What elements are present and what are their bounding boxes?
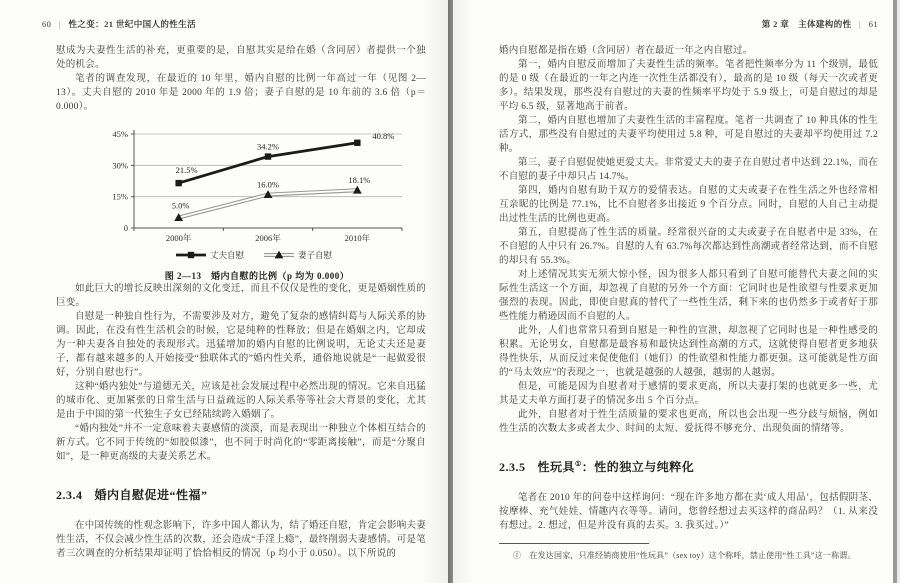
paragraph: 第三，妻子自慰促使她更爱丈夫。非常爱丈夫的妻子在自慰过者中达到 22.1%，而在不自慰的妻子中却只占 14.7%。 — [499, 158, 878, 182]
page-number-right: 61 — [868, 19, 878, 29]
paragraph: 此外，人们也常常只看到自慰是一种性的宣泄，却忽视了它同时也是一种性感受的积累。无论男女，自慰都是最容易和最快达到性高潮的方式，这就使得自慰者更多地获得性快乐，从而反过来促使他们（她们）的性欲望和性能力都更强。这可能就是性方面的“马太效应”的表现之一，也就是越强的人越强，越弱的人越弱。 — [499, 326, 878, 378]
svg-text:0: 0 — [123, 223, 128, 233]
footnote-text: ① 在发达国家，只准经销商使用“性玩具”（sex toy）这个称呼，禁止使用“性工具”这一称谓。 — [513, 551, 856, 560]
footnote-marker: ① — [575, 460, 582, 468]
paragraph: 对上述情况其实无须大惊小怪，因为很多人都只看到了自慰可能替代夫妻之间的实际性生活这一个方面，却忽视了自慰的另外一个方面：它同时也是性欲望与性要求更加强烈的表现。因此，即使自慰真的替代了一些性生活，剩下来的也仍然多于或者好于那些性能力稍逊因而不自慰的人。 — [499, 270, 878, 322]
page-left — [0, 0, 448, 583]
running-header-left — [42, 18, 426, 30]
paragraph: 如此巨大的增长反映出深刻的文化变迁，而且不仅仅是性的变化，更是婚姻性质的巨变。 — [56, 284, 427, 308]
chart-legend — [176, 250, 333, 260]
page-number-left: 60 — [42, 19, 52, 29]
section-title-main: 性玩具 — [537, 460, 576, 474]
svg-text:21.5%: 21.5% — [175, 165, 198, 176]
svg-text:妻子自慰: 妻子自慰 — [298, 250, 333, 260]
chapter-title: 第 2 章 主体建构的性 — [761, 19, 852, 29]
paragraph: 第四，婚内自慰有助于双方的爱情表达。自慰的丈夫或妻子在性生活之外也经常相互亲昵的比例是 77.1%，比不自慰者多出接近 9 个百分点。同时，自慰的人自己主动提出过性生活的比例也更高。 — [499, 186, 878, 224]
figure-caption: 图 2—13 婚内自慰的比例（p 均为 0.000） — [164, 271, 350, 281]
svg-text:2010年: 2010年 — [344, 233, 371, 243]
paragraph: 慰成为夫妻性生活的补充，更重要的是，自慰其实是给在婚（含同居）者提供一个独处的机会。 — [56, 46, 426, 70]
running-header-right — [499, 18, 878, 30]
paragraph: 在中国传统的性观念影响下，许多中国人都认为，结了婚还自慰，肯定会影响夫妻性生活，不仅会减少性生活的次数，还会造成“手淫上瘾”，最终削弱夫妻感情。可是笔者三次调查的分析结果却证明了恰恰相反的情况（p 均小于 0.050）。以下所说的 — [56, 521, 427, 559]
svg-text:2006年: 2006年 — [255, 233, 281, 243]
figure-2-13 — [94, 124, 420, 282]
svg-text:丈夫自慰: 丈夫自慰 — [210, 250, 245, 260]
header-separator: | — [58, 19, 61, 29]
svg-text:16.0%: 16.0% — [257, 179, 279, 190]
section-heading-2-3-4 — [56, 486, 426, 503]
section-title: 婚内自慰促进“性福” — [94, 488, 208, 502]
svg-text:15%: 15% — [112, 191, 128, 202]
paragraph: 自慰是一种独自性行为，不需要涉及对方，避免了复杂的感情纠葛与人际关系的协调。因此，在没有性生活机会的时候，它是纯粹的性释放；但是在婚姻之内，它却成为一种夫妻各自独处的表现形式。迅猛增加的婚内自慰的比例说明，无论丈夫还是妻子，都有越来越多的人开始接受“独联体式的”婚内性关系，通俗地说就是“一起做爱很好，分别自慰也行”。 — [56, 312, 427, 378]
section-heading-2-3-5 — [499, 458, 878, 475]
chart-series-妻子自慰 — [172, 175, 371, 221]
paragraph: 笔者在 2010 年的问卷中这样询问：“现在许多地方都在卖‘成人用品’，包括假阴茎、按摩棒、充气娃娃、情趣内衣等等。请问，您曾经想过去买这样的商品吗？（1. 从来没有想过。2. 想过，但是并没有真的去买。3. 我买过。）” — [499, 493, 878, 531]
paragraph: 第一，婚内自慰反而增加了夫妻性生活的频率。笔者把性频率分为 11 个级别，最低的是 0 级（在最近的一年之内连一次性生活都没有），最高的是 10 级（每天一次或者更多）。结果发现，那些没有自慰过的夫妻的性频率平均处于 5.9 级上，可是自慰过的却是平均 6.5 级，显著地高于前者。 — [499, 60, 878, 112]
paragraph: 婚内自慰都是指在婚（含同居）者在最近一年之内自慰过。 — [499, 46, 753, 56]
line-chart-marital-masturbation — [94, 124, 420, 266]
paragraph: 但是，可能是因为自慰者对于感情的要求更高，所以夫妻打架的也就更多一些，尤其是丈夫单方面打妻子的情况多出 5 个百分点。 — [499, 382, 878, 406]
footnote-block — [499, 543, 878, 562]
section-title-rest: ：性的独立与纯粹化 — [581, 460, 695, 474]
svg-text:18.1%: 18.1% — [348, 175, 371, 186]
paragraph: 这种“婚内独处”与道德无关，应该是社会发展过程中必然出现的情况。它来自迅猛的城市化、更加紧张的日常生活与日益疏远的人际关系等等社会大背景的变化，尤其是由于中国的第一代独生子女已经陆续跨入婚姻了。 — [56, 382, 426, 420]
footnote-divider — [499, 543, 649, 544]
paragraph: 第二，婚内自慰也增加了夫妻性生活的丰富程度。笔者一共调查了 10 种具体的性生活方式，那些没有自慰过的夫妻平均使用过 5.8 种，可是自慰过的夫妻却平均使用过 7.2 种。 — [499, 116, 878, 154]
section-number: 2.3.4 — [56, 488, 83, 502]
svg-text:5.0%: 5.0% — [171, 200, 190, 211]
section-number: 2.3.5 — [499, 460, 526, 474]
svg-text:2000年: 2000年 — [165, 233, 192, 243]
header-separator: | — [859, 19, 862, 29]
page-right — [453, 0, 893, 583]
svg-text:30%: 30% — [112, 160, 128, 171]
svg-text:45%: 45% — [112, 129, 128, 139]
book-title: 性之变：21 世纪中国人的性生活 — [68, 19, 197, 29]
svg-text:34.2%: 34.2% — [257, 141, 279, 152]
paragraph: “婚内独处”并不一定意味着夫妻感情的淡漠，而是表现出一种独立个体相互结合的新方式。它不同于传统的“如胶似漆”，也不同于时尚化的“零距离接触”，而是“分聚自如”，是一种更高级的夫妻关系艺术。 — [56, 424, 426, 462]
paragraph: 笔者的调查发现，在最近的 10 年里，婚内自慰的比例一年高过一年（见图 2—13）。丈夫自慰的 2010 年是 2000 年的 1.9 倍；妻子自慰的是 10 年前的 3.6 倍（p＝0.000）。 — [56, 74, 426, 112]
svg-text:40.8%: 40.8% — [372, 130, 395, 141]
paragraph: 第五，自慰提高了性生活的质量。经常很兴奋的丈夫或妻子在自慰者中是 33%，在不自慰的人中只有 26.7%。自慰的人有 63.7%每次都达到性高潮或者经常达到，而不自慰的却只有 55.3%。 — [499, 228, 878, 266]
paragraph: 此外，自慰者对于性生活质量的要求也更高，所以也会出现一些分歧与烦恼，例如性生活的次数太多或者太少、时间的太短、爱抚得不够充分、出现负面的情绪等。 — [499, 410, 878, 434]
